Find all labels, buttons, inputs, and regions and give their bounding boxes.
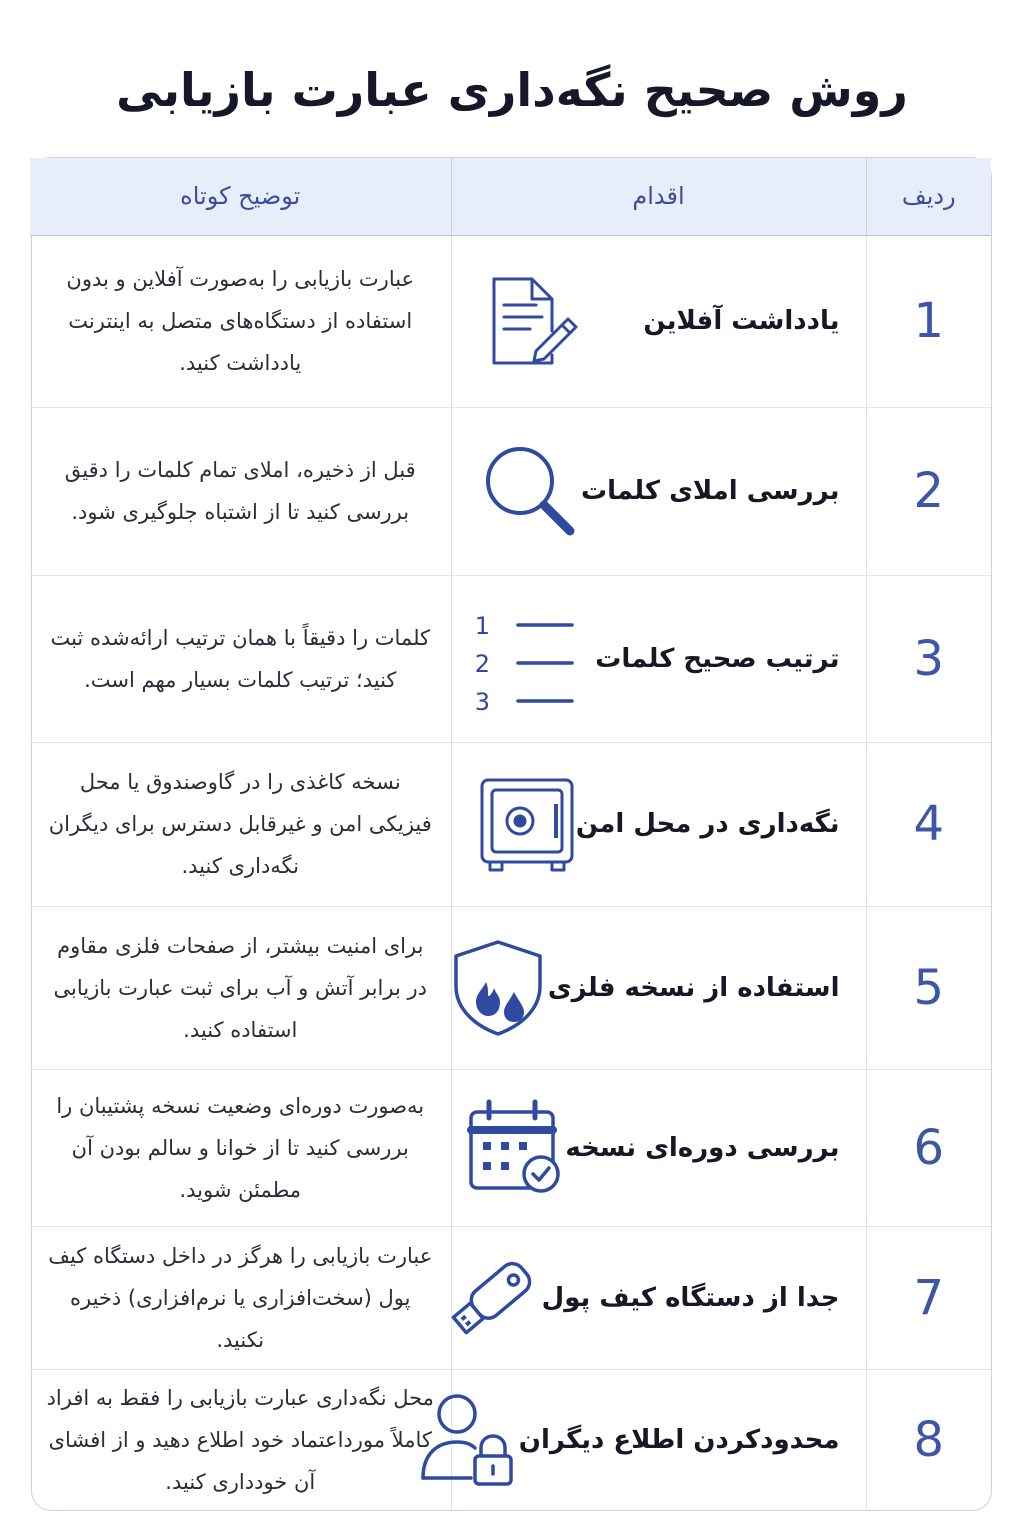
header-action: اقدام bbox=[451, 158, 866, 235]
action-label: یادداشت آفلاین bbox=[643, 306, 840, 336]
table-row bbox=[30, 575, 991, 742]
description-cell: عبارت بازیابی را هرگز در داخل دستگاه کیف پول (سخت‌افزاری یا نرم‌افزاری) ذخیره نکنید. bbox=[30, 1226, 451, 1369]
list-digit: 3 bbox=[474, 687, 490, 716]
row-number: 1 bbox=[866, 235, 991, 407]
action-label: نگه‌داری در محل امن bbox=[575, 809, 840, 839]
description-cell: نسخه کاغذی را در گاوصندوق یا محل فیزیکی امن و غیرقابل دسترس برای دیگران نگه‌داری کنید. bbox=[30, 742, 451, 906]
header-row-number: ردیف bbox=[866, 158, 991, 235]
table-row bbox=[30, 906, 991, 1069]
action-label: جدا از دستگاه کیف پول bbox=[541, 1282, 840, 1313]
description-cell: برای امنیت بیشتر، از صفحات فلزی مقاوم در برابر آتش و آب برای ثبت عبارت بازیابی استفاده کنید. bbox=[30, 906, 451, 1069]
action-cell bbox=[451, 235, 866, 407]
numbered-list-icon bbox=[474, 609, 580, 716]
action-label: ترتیب صحیح کلمات bbox=[595, 643, 840, 674]
row-number: 2 bbox=[866, 407, 991, 575]
document-pencil-icon bbox=[480, 271, 580, 371]
magnifier-icon bbox=[480, 441, 580, 541]
page-title: روش صحیح نگه‌داری عبارت بازیابی bbox=[116, 63, 908, 117]
table-header-row bbox=[30, 158, 991, 235]
description-cell: به‌صورت دوره‌ای وضعیت نسخه پشتیبان را بررسی کنید تا از خوانا و سالم بودن آن مطمئن شوید. bbox=[30, 1069, 451, 1226]
calendar-check-icon bbox=[465, 1098, 565, 1198]
action-label: استفاده از نسخه فلزی bbox=[547, 972, 840, 1003]
table-row bbox=[30, 1069, 991, 1226]
row-number: 6 bbox=[866, 1069, 991, 1226]
row-number: 5 bbox=[866, 906, 991, 1069]
shield-fire-water-icon bbox=[448, 938, 548, 1038]
table-row bbox=[30, 1226, 991, 1369]
list-digit: 1 bbox=[474, 611, 490, 640]
action-cell bbox=[451, 742, 866, 906]
action-cell bbox=[451, 906, 866, 1069]
recovery-phrase-table bbox=[31, 157, 992, 1511]
row-number: 4 bbox=[866, 742, 991, 906]
action-cell bbox=[451, 575, 866, 742]
row-number: 7 bbox=[866, 1226, 991, 1369]
header-description: توضیح کوتاه bbox=[30, 158, 451, 235]
action-cell bbox=[451, 407, 866, 575]
action-cell bbox=[451, 1369, 866, 1510]
table-row bbox=[30, 1369, 991, 1510]
action-cell bbox=[451, 1226, 866, 1369]
action-cell bbox=[451, 1069, 866, 1226]
description-cell: قبل از ذخیره، املای تمام کلمات را دقیق بررسی کنید تا از اشتباه جلوگیری شود. bbox=[30, 407, 451, 575]
list-digit: 2 bbox=[474, 649, 490, 678]
user-lock-icon bbox=[419, 1390, 519, 1490]
table-row bbox=[30, 407, 991, 575]
safe-icon bbox=[476, 774, 576, 874]
table-row bbox=[30, 235, 991, 407]
description-cell: عبارت بازیابی را به‌صورت آفلاین و بدون استفاده از دستگاه‌های متصل به اینترنت یادداشت کنید. bbox=[66, 267, 415, 375]
description-cell: کلمات را دقیقاً با همان ترتیب ارائه‌شده ثبت کنید؛ ترتیب کلمات بسیار مهم است. bbox=[30, 575, 451, 742]
row-number: 8 bbox=[866, 1369, 991, 1510]
action-label: محدودکردن اطلاع دیگران bbox=[518, 1424, 840, 1455]
action-label: بررسی دوره‌ای نسخه bbox=[565, 1132, 840, 1163]
table-row bbox=[30, 742, 991, 906]
usb-drive-icon bbox=[442, 1248, 542, 1348]
action-label: بررسی املای کلمات bbox=[580, 476, 840, 506]
row-number: 3 bbox=[866, 575, 991, 742]
description-cell: محل نگه‌داری عبارت بازیابی را فقط به افراد کاملاً مورداعتماد خود اطلاع دهید و از افشای آن خودداری کنید. bbox=[30, 1369, 451, 1510]
